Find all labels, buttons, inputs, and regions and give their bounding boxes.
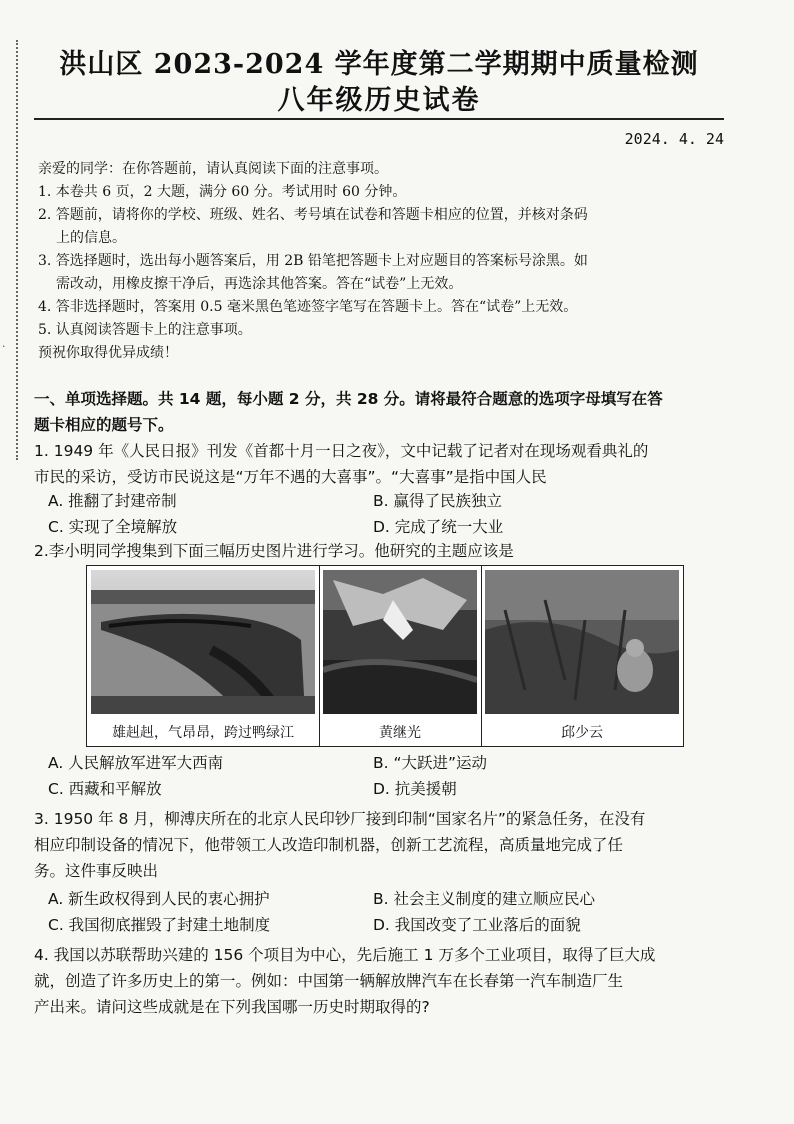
binding-mark: · — [2, 340, 6, 353]
exam-subtitle: 八年级历史试卷 — [277, 85, 481, 116]
question-text: 相应印制设备的情况下，他带领工人改造印制机器，创新工艺流程，高质量地完成了任 — [34, 836, 624, 854]
instruction-line: 亲爱的同学：在你答题前，请认真阅读下面的注意事项。 — [38, 161, 388, 177]
photo-image — [91, 570, 315, 714]
instruction-line: 预祝你取得优异成绩！ — [38, 345, 178, 361]
photo-caption: 黄继光 — [379, 725, 421, 741]
photo-image — [485, 570, 679, 714]
exam-title: 洪山区 2023-2024 学年度第二学期期中质量检测 — [59, 49, 699, 80]
photo-caption: 邱少云 — [561, 725, 603, 741]
question-text: 市民的采访，受访市民说这是“万年不遇的大喜事”。“大喜事”是指中国人民 — [34, 468, 547, 486]
exam-date: 2024. 4. 24 — [624, 130, 724, 148]
option-b: B. “大跃进”运动 — [373, 754, 488, 772]
option-c: C. 我国彻底摧毁了封建土地制度 — [48, 916, 271, 934]
instruction-line: 3. 答选择题时，选出每小题答案后，用 2B 铅笔把答题卡上对应题目的答案标号涂黑。如 — [38, 253, 588, 269]
photo-qiu-shaoyun — [481, 566, 683, 746]
section-heading-line: 题卡相应的题号下。 — [34, 416, 174, 434]
instruction-line: 需改动，用橡皮擦干净后，再选涂其他答案。答在“试卷”上无效。 — [56, 276, 463, 292]
question-text: 2.李小明同学搜集到下面三幅历史图片进行学习。他研究的主题应该是 — [34, 542, 514, 560]
question-2-options — [48, 750, 708, 802]
option-a: A. 新生政权得到人民的衷心拥护 — [48, 890, 270, 908]
instruction-line: 上的信息。 — [56, 230, 126, 246]
instruction-line: 1. 本卷共 6 页，2 大题，满分 60 分。考试用时 60 分钟。 — [38, 184, 407, 200]
history-photos — [86, 565, 684, 747]
question-3 — [34, 806, 720, 884]
question-text: 4. 我国以苏联帮助兴建的 156 个项目为中心，先后施工 1 万多个工业项目，取得了巨大成 — [34, 946, 656, 964]
photo-huang-jiguang — [319, 566, 482, 746]
question-1-options — [48, 488, 708, 540]
question-text: 产出来。请问这些成就是在下列我国哪一历史时期取得的? — [34, 998, 430, 1016]
question-text: 务。这件事反映出 — [34, 862, 159, 880]
question-text: 1. 1949 年《人民日报》刊发《首都十月一日之夜》，文中记载了记者对在现场观看典礼的 — [34, 442, 649, 460]
question-3-options — [48, 886, 708, 938]
section-heading-line: 一、单项选择题。共 14 题，每小题 2 分，共 28 分。请将最符合题意的选项字母填写在答 — [34, 390, 663, 408]
section-heading — [34, 386, 720, 438]
option-b: B. 社会主义制度的建立顺应民心 — [373, 890, 595, 908]
option-c: C. 西藏和平解放 — [48, 780, 162, 798]
title-rule — [34, 118, 724, 120]
photo-image — [323, 570, 477, 714]
instruction-line: 5. 认真阅读答题卡上的注意事项。 — [38, 322, 252, 338]
binding-line — [16, 40, 18, 460]
question-text: 3. 1950 年 8 月，柳溥庆所在的北京人民印钞厂接到印制“国家名片”的紧急任务，在没有 — [34, 810, 646, 828]
option-c: C. 实现了全境解放 — [48, 518, 178, 536]
question-1 — [34, 438, 720, 490]
instructions — [38, 158, 718, 365]
photo-crossing-yalu — [87, 566, 320, 746]
option-d: D. 我国改变了工业落后的面貌 — [373, 916, 581, 934]
option-a: A. 推翻了封建帝制 — [48, 492, 177, 510]
question-text: 就，创造了许多历史上的第一。例如：中国第一辆解放牌汽车在长春第一汽车制造厂生 — [34, 972, 624, 990]
option-d: D. 完成了统一大业 — [373, 518, 504, 536]
option-a: A. 人民解放军进军大西南 — [48, 754, 224, 772]
instruction-line: 4. 答非选择题时，答案用 0.5 毫米黑色笔迹签字笔写在答题卡上。答在“试卷”上无效。 — [38, 299, 578, 315]
question-2 — [34, 538, 720, 564]
option-b: B. 赢得了民族独立 — [373, 492, 502, 510]
question-4 — [34, 942, 720, 1020]
instruction-line: 2. 答题前，请将你的学校、班级、姓名、考号填在试卷和答题卡相应的位置，并核对条码 — [38, 207, 588, 223]
photo-caption: 雄赳赳，气昂昂，跨过鸭绿江 — [112, 725, 294, 741]
option-d: D. 抗美援朝 — [373, 780, 457, 798]
